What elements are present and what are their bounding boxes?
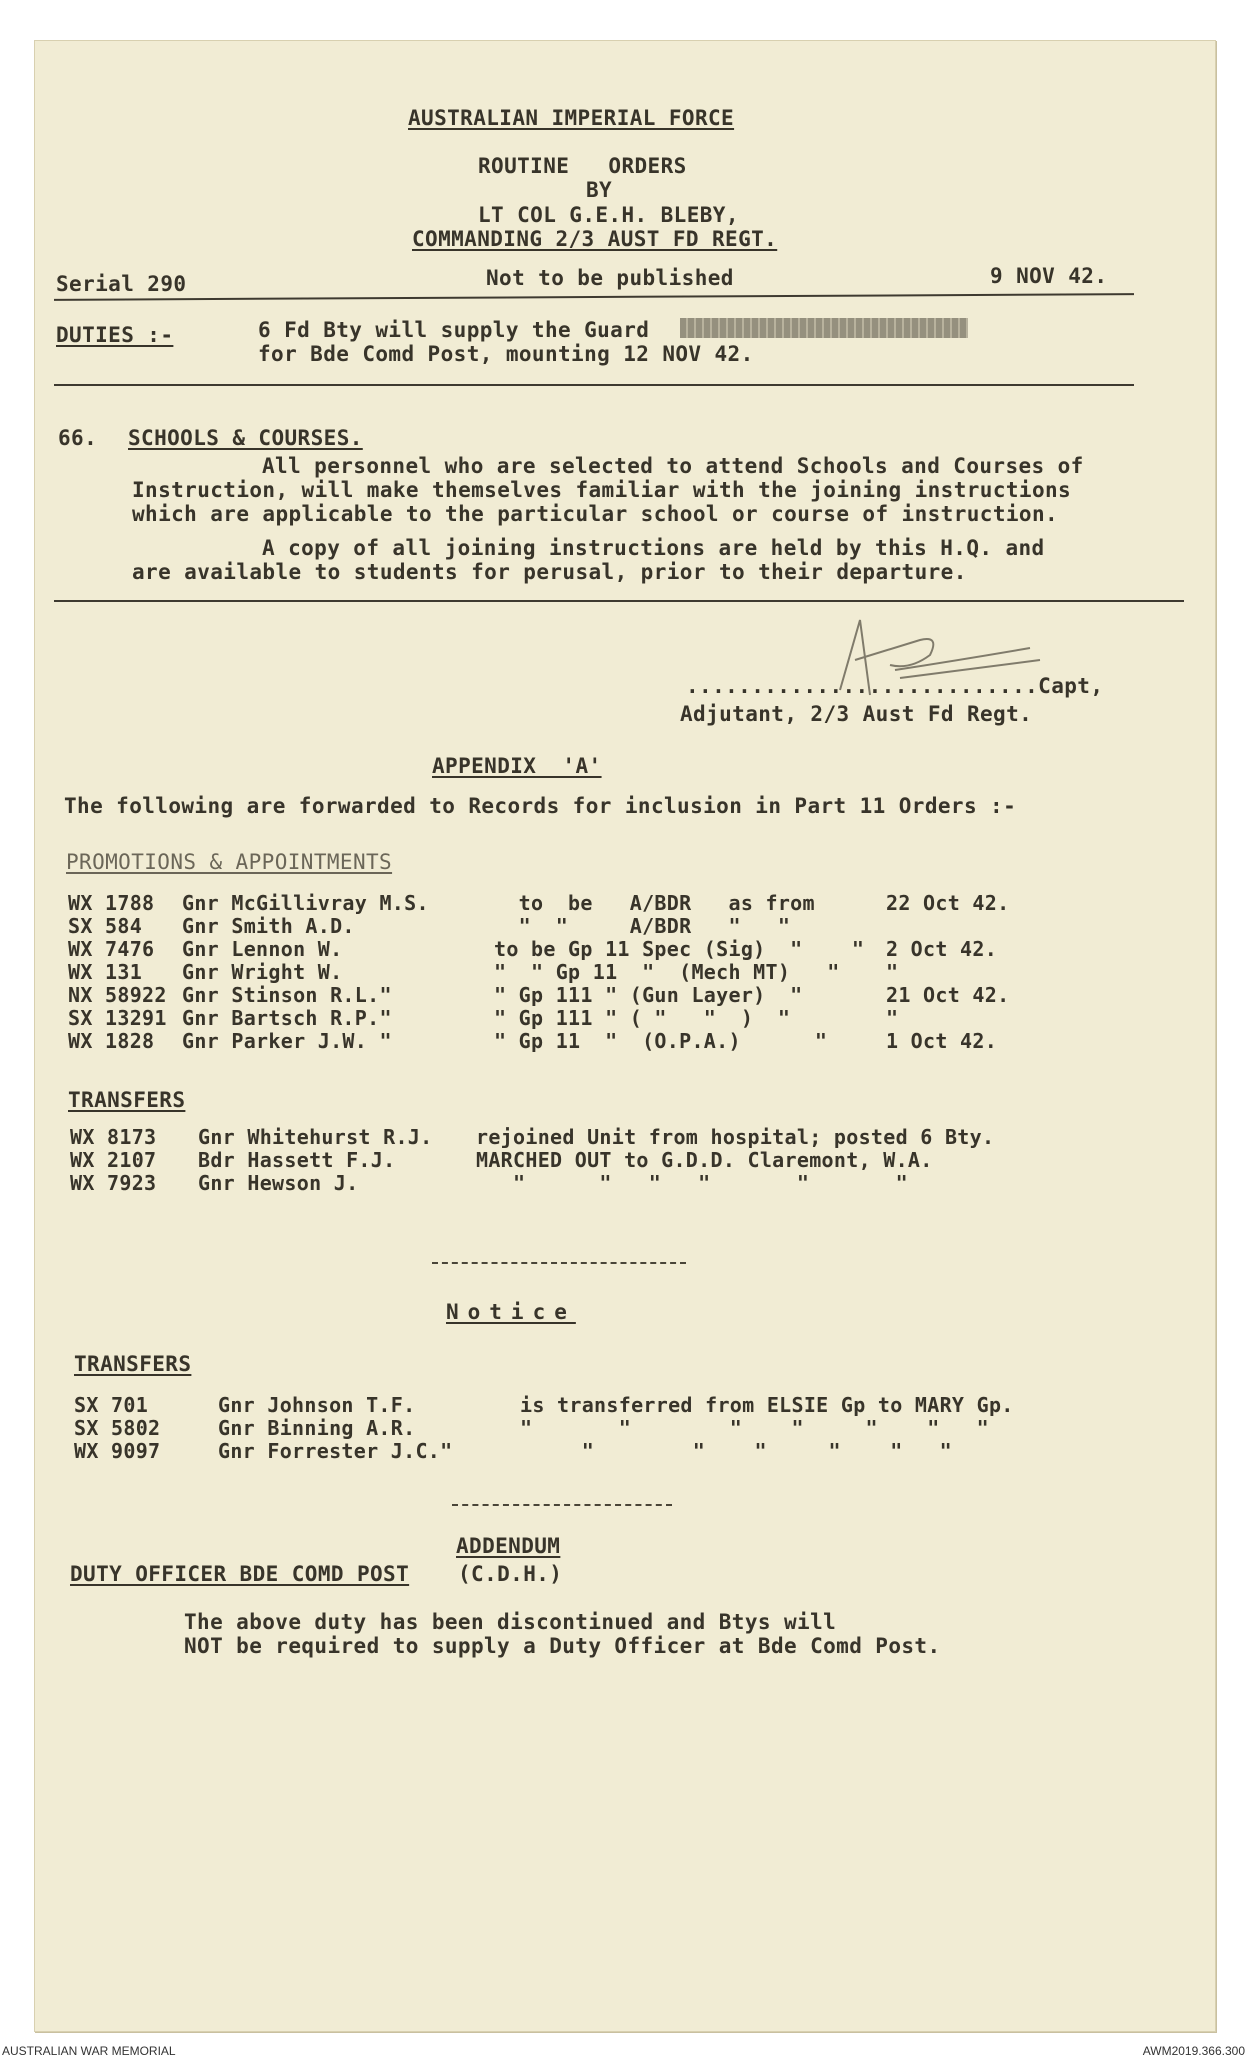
table-row — [74, 1417, 1014, 1440]
transfers-table — [70, 1126, 994, 1195]
paragraph-line: Instruction, will make themselves familiar with the joining instructions — [132, 478, 1072, 502]
promotion-detail: " Gp 111 " (Gun Layer) " — [494, 983, 803, 1007]
table-row — [68, 1030, 1009, 1053]
archive-credit: AUSTRALIAN WAR MEMORIAL — [2, 2044, 176, 2058]
promotion-detail: to be Gp 11 Spec (Sig) " " — [494, 937, 865, 961]
transfer-detail: " " " " " " " — [520, 1416, 989, 1440]
service-number: WX 7923 — [70, 1171, 157, 1195]
soldier-name: Gnr McGillivray M.S. — [182, 891, 429, 915]
soldier-name: Gnr Hewson J. — [198, 1171, 359, 1195]
soldier-name: Gnr Stinson R.L." — [182, 983, 392, 1007]
publication-note: Not to be published — [486, 266, 734, 290]
table-row — [68, 1007, 1009, 1030]
service-number: WX 1788 — [68, 891, 155, 915]
transfer-detail: " " " " " " — [476, 1171, 908, 1195]
promotion-detail: " Gp 11 " (O.P.A.) " — [494, 1029, 828, 1053]
effective-date: 21 Oct 42. — [886, 983, 1010, 1007]
struck-out-text — [680, 318, 968, 338]
table-row — [68, 984, 1009, 1007]
service-number: WX 8173 — [70, 1125, 157, 1149]
transfer-detail: is transferred from ELSIE Gp to MARY Gp. — [520, 1393, 1014, 1417]
table-row — [70, 1172, 994, 1195]
serial-number: Serial 290 — [56, 272, 187, 296]
order-date: 9 NOV 42. — [990, 264, 1108, 288]
soldier-name: Gnr Wright W. — [182, 960, 343, 984]
effective-date — [886, 915, 1009, 938]
soldier-name: Gnr Smith A.D. — [182, 914, 355, 938]
notice-transfers-table — [74, 1394, 1014, 1463]
service-number: WX 131 — [68, 960, 143, 984]
duties-label: DUTIES :- — [56, 323, 174, 347]
effective-date: 2 Oct 42. — [886, 937, 998, 961]
transfers-heading: TRANSFERS — [68, 1088, 186, 1112]
appendix-intro: The following are forwarded to Records for inclusion in Part 11 Orders :- — [64, 794, 1017, 818]
table-row — [68, 892, 1009, 915]
addendum-line: The above duty has been discontinued and Btys will — [184, 1610, 837, 1634]
soldier-name: Gnr Lennon W. — [182, 937, 343, 961]
soldier-name: Bdr Hassett F.J. — [198, 1148, 396, 1172]
service-number: SX 5802 — [74, 1416, 161, 1440]
service-number: WX 9097 — [74, 1439, 161, 1463]
promotion-detail: to be A/BDR as from — [494, 891, 815, 915]
transfer-detail: " " " " " " — [520, 1439, 952, 1463]
section-number: 66. — [58, 426, 98, 450]
addendum-heading: ADDENDUM — [456, 1534, 561, 1558]
service-number: SX 701 — [74, 1393, 149, 1417]
promotions-table — [68, 892, 1009, 1053]
orders-line: ROUTINE ORDERS — [478, 154, 687, 178]
soldier-name: Gnr Binning A.R. — [218, 1416, 416, 1440]
document-title: AUSTRALIAN IMPERIAL FORCE — [408, 106, 735, 130]
service-number: SX 13291 — [68, 1006, 167, 1030]
table-row — [70, 1149, 994, 1172]
transfer-detail: rejoined Unit from hospital; posted 6 Bty. — [476, 1125, 995, 1149]
signature-line: ...........................Capt, — [686, 674, 1104, 698]
promotions-heading: PROMOTIONS & APPOINTMENTS — [66, 850, 393, 874]
soldier-name: Gnr Whitehurst R.J. — [198, 1125, 433, 1149]
notice-heading: Notice — [446, 1300, 576, 1324]
commander-name: LT COL G.E.H. BLEBY, — [478, 203, 739, 227]
archive-reference: AWM2019.366.300 — [1142, 2044, 1245, 2058]
effective-date: 1 Oct 42. — [886, 1029, 998, 1053]
table-row — [68, 938, 1009, 961]
section-heading: SCHOOLS & COURSES. — [128, 426, 363, 450]
promotion-detail: " " Gp 11 " (Mech MT) " — [494, 960, 840, 984]
table-row — [74, 1394, 1014, 1417]
duties-line: 6 Fd Bty will supply the Guard — [258, 318, 650, 342]
table-row — [70, 1126, 994, 1149]
service-number: WX 7476 — [68, 937, 155, 961]
soldier-name: Gnr Forrester J.C." — [218, 1439, 453, 1463]
service-number: WX 1828 — [68, 1029, 155, 1053]
service-number: NX 58922 — [68, 983, 167, 1007]
appendix-heading: APPENDIX 'A' — [432, 754, 602, 778]
paragraph-line: are available to students for perusal, prior to their departure. — [132, 560, 967, 584]
divider — [54, 384, 1134, 386]
adjutant-title: Adjutant, 2/3 Aust Fd Regt. — [680, 702, 1033, 726]
promotion-detail: " " A/BDR " " — [494, 914, 791, 938]
effective-date: " — [886, 1006, 899, 1030]
addendum-subject: DUTY OFFICER BDE COMD POST — [70, 1562, 410, 1586]
soldier-name: Gnr Bartsch R.P." — [182, 1006, 392, 1030]
dashed-separator — [452, 1504, 672, 1506]
addendum-line: NOT be required to supply a Duty Officer at Bde Comd Post. — [184, 1634, 941, 1658]
transfer-detail: MARCHED OUT to G.D.D. Claremont, W.A. — [476, 1148, 933, 1172]
soldier-name: Gnr Johnson T.F. — [218, 1393, 416, 1417]
paragraph-line: which are applicable to the particular school or course of instruction. — [132, 502, 1059, 526]
paragraph-line: All personnel who are selected to attend Schools and Courses of — [262, 454, 1084, 478]
promotion-detail: " Gp 111 " ( " " ) " — [494, 1006, 791, 1030]
paragraph-line: A copy of all joining instructions are held by this H.Q. and — [262, 536, 1045, 560]
by-line: BY — [586, 178, 613, 202]
service-number: SX 584 — [68, 914, 143, 938]
dashed-separator — [432, 1262, 686, 1264]
table-row — [74, 1440, 1014, 1463]
table-row — [68, 961, 1009, 984]
duties-line: for Bde Comd Post, mounting 12 NOV 42. — [258, 342, 754, 366]
effective-date: " — [886, 960, 899, 984]
service-number: WX 2107 — [70, 1148, 157, 1172]
soldier-name: Gnr Parker J.W. " — [182, 1029, 392, 1053]
effective-date: 22 Oct 42. — [886, 891, 1010, 915]
table-row — [68, 915, 1009, 938]
addendum-subject-suffix: (C.D.H.) — [458, 1562, 563, 1586]
notice-transfers-heading: TRANSFERS — [74, 1352, 192, 1376]
commanding-unit: COMMANDING 2/3 AUST FD REGT. — [412, 227, 778, 251]
